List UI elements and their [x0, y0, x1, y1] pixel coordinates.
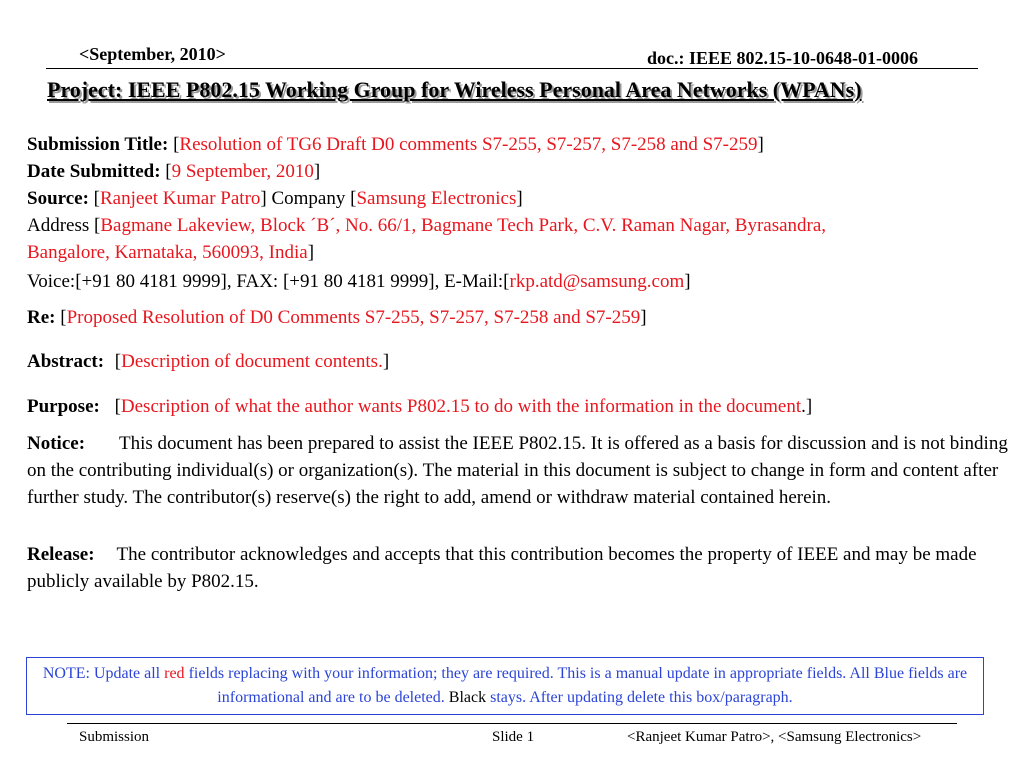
submission-title-close-bracket: ]: [757, 134, 764, 155]
header-date: <September, 2010>: [79, 44, 226, 64]
note-part-3: stays. After updating delete this box/paragraph.: [486, 689, 793, 706]
purpose-value: Description of what the author wants P802.15 to do with the information in the document: [120, 396, 802, 417]
company-value: Samsung Electronics: [356, 188, 517, 209]
address-row: Address [Bagmane Lakeview, Block ´B´, No. 66/1, Bagmane Tech Park, C.V. Raman Nagar, Byrasandra,: [27, 215, 827, 236]
source-name: Ranjeet Kumar Patro: [100, 188, 261, 209]
project-title: Project: IEEE P802.15 Working Group for Wireless Personal Area Networks (WPANs): [47, 77, 862, 102]
note-box: [26, 657, 984, 715]
release-text: The contributor acknowledges and accepts that this contribution becomes the property of IEEE and may be made publicly available by P802.15.: [27, 544, 977, 592]
submission-title-row: [27, 134, 764, 156]
abstract-label: Abstract:: [27, 351, 105, 372]
footer-author: <Ranjeet Kumar Patro>, <Samsung Electronics>: [627, 729, 922, 745]
company-label: Company: [271, 188, 346, 209]
header-divider: [46, 68, 978, 69]
notice-label: Notice:: [27, 433, 86, 454]
note-black-word: Black: [448, 689, 487, 706]
contact-prefix: Voice:[+91 80 4181 9999], FAX: [+91 80 4181 9999], E-Mail:[: [27, 271, 510, 292]
footer-divider: [67, 723, 957, 724]
address-label: Address: [27, 215, 90, 236]
address-line-1: Bagmane Lakeview, Block ´B´, No. 66/1, Bagmane Tech Park, C.V. Raman Nagar, Byrasandra,: [100, 215, 827, 236]
contact-email: rkp.atd@samsung.com: [509, 271, 685, 292]
re-value: Proposed Resolution of D0 Comments S7-255, S7-257, S7-258 and S7-259: [66, 307, 641, 328]
submission-title-label: Submission Title:: [27, 134, 169, 155]
abstract-row: Abstract: [Description of document contents.]: [27, 351, 390, 372]
contact-row: [27, 271, 691, 293]
re-label: Re:: [27, 307, 56, 328]
header-doc-number: doc.: IEEE 802.15-10-0648-01-0006: [647, 48, 918, 68]
purpose-label: Purpose:: [27, 396, 100, 417]
date-submitted-label: Date Submitted:: [27, 161, 161, 182]
footer-slide-number: Slide 1: [492, 729, 535, 745]
address-line-2: Bangalore, Karnataka, 560093, India: [27, 242, 308, 263]
address-row-2: Bangalore, Karnataka, 560093, India]: [27, 242, 315, 263]
date-submitted-row: Date Submitted: [9 September, 2010]: [27, 161, 321, 182]
contact-suffix: ]: [684, 271, 691, 292]
release-paragraph: [27, 541, 1017, 595]
notice-paragraph: [27, 430, 1017, 511]
source-row: Source: [Ranjeet Kumar Patro] Company [Samsung Electronics]: [27, 188, 523, 209]
notice-text: This document has been prepared to assist the IEEE P802.15. It is offered as a basis for discussion and is not binding on the contributing individual(s) or organization(s). The material in this document is subject to change in form and content after further study. The contributor(s) reserve(s) the right to add, amend or withdraw material contained herein.: [27, 433, 1008, 508]
source-label: Source:: [27, 188, 89, 209]
purpose-row: Purpose: [Description of what the author wants P802.15 to do with the information in the document.]: [27, 396, 813, 417]
note-part-2: fields replacing with your information; they are required. This is a manual update in appropriate fields. All Blue fields are informational and are to be deleted.: [184, 665, 968, 706]
footer-submission: Submission: [79, 729, 150, 745]
release-label: Release:: [27, 544, 95, 565]
re-row: Re: [Proposed Resolution of D0 Comments S7-255, S7-257, S7-258 and S7-259]: [27, 307, 647, 328]
submission-title-open-bracket: [: [173, 134, 180, 155]
note-part-1: NOTE: Update all: [42, 665, 165, 682]
abstract-value: Description of document contents.: [121, 351, 383, 372]
note-red-word: red: [164, 665, 185, 682]
submission-title-value: Resolution of TG6 Draft D0 comments S7-255, S7-257, S7-258 and S7-259: [179, 134, 758, 155]
date-submitted-value: 9 September, 2010: [171, 161, 314, 182]
